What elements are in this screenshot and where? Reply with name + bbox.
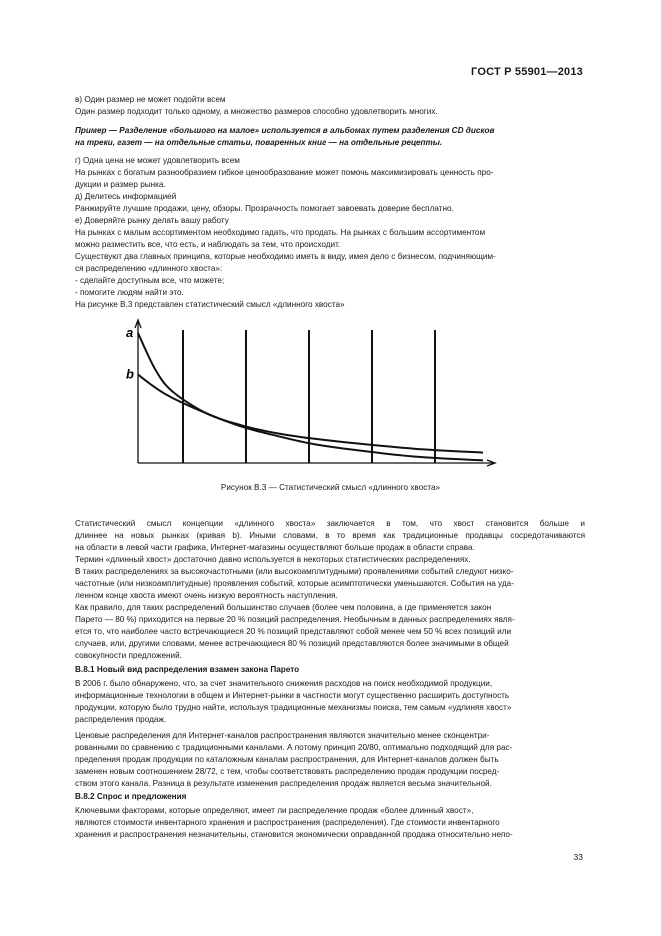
paragraph-line: являются стоимости инвентарного хранения и распространения (распределения). Где стоимости инвентарного	[75, 818, 500, 827]
paragraph-line: случаев, или, другими словами, менее встречающиеся 80 % позиций представляются более значимыми в общей	[75, 639, 509, 648]
paragraph-line: ется то, что наиболее часто встречающиеся 20 % позиций представляют собой менее чем 50 % всех позиций или	[75, 627, 512, 636]
paragraph-line: ленном конце хвоста имеют очень низкую вероятность наступления.	[75, 591, 338, 600]
example-line: Пример — Разделение «большого на малое» используется в альбомах путем разделения CD дисков	[75, 126, 495, 135]
list-item: г) Одна цена не может удовлетворить всем	[75, 156, 240, 165]
paragraph-line: дукции и размер рынка.	[75, 180, 166, 189]
paragraph-line: В 2006 г. было обнаружено, что, за счет значительного снижения расходов на поиск необходимой продукции,	[75, 679, 493, 688]
long-tail-chart	[120, 318, 500, 478]
paragraph-line: Ключевыми факторами, которые определяют, имеет ли распределение продаж «более длинный хвост»,	[75, 806, 474, 815]
document-header: ГОСТ Р 55901—2013	[471, 66, 583, 78]
page-number: 33	[573, 852, 583, 862]
list-item: д) Делитесь информацией	[75, 192, 177, 201]
paragraph-line: частотные (или низкоамплитудные) проявления событий, которые асимптотически уменьшаются. События на уда-	[75, 579, 514, 588]
paragraph-line: можно разместить все, что есть, и наблюдать за тем, что происходит.	[75, 240, 341, 249]
paragraph-line: хранения и распространения незначительны, становится экономически оправданной продажа относительно непо-	[75, 830, 513, 839]
list-item: - помогите людям найти это.	[75, 288, 184, 297]
curve-b	[138, 375, 483, 461]
paragraph-line: На рисунке В.3 представлен статистический смысл «длинного хвоста»	[75, 300, 345, 309]
paragraph-line: ся распределению «длинного хвоста»:	[75, 264, 223, 273]
paragraph-line: На рынках с малым ассортиментом необходимо гадать, что продать. На рынках с большим ассортиментом	[75, 228, 486, 237]
series-label-b: b	[126, 366, 134, 382]
figure-caption: Рисунок В.3 — Статистический смысл «длинного хвоста»	[220, 483, 441, 492]
paragraph-line: на области в левой части графика, Интернет-магазины осуществляют больше продаж в области справа.	[75, 543, 475, 552]
list-item: - сделайте доступным все, что можете;	[75, 276, 225, 285]
paragraph-line: пределения продаж продукции по каталожным каналам распространения, для Интернет-каналов должен быть	[75, 755, 499, 764]
chart-series	[138, 333, 483, 460]
paragraph-line: совокупности предложений.	[75, 651, 182, 660]
paragraph-line: Ранжируйте лучшие продажи, цену, обзоры. Прозрачность помогает завоевать доверие бесплатно.	[75, 204, 454, 213]
paragraph-line: Термин «длинный хвост» достаточно давно используется в некоторых статистических распределениях.	[75, 555, 471, 564]
paragraph-line: Статистический смысл концепции «длинного хвоста» заключается в том, что хвост становится больше и	[75, 519, 585, 528]
section-heading: В.8.2 Спрос и предложения	[75, 792, 187, 801]
paragraph-line: На рынках с богатым разнообразием гибкое ценообразование может помочь максимизировать ценность про-	[75, 168, 494, 177]
curve-a	[138, 333, 483, 453]
list-item: в) Один размер не может подойти всем	[75, 95, 226, 104]
paragraph-line: заменен новым соотношением 28/72, с тем, чтобы соответствовать распределению продаж продукции посред-	[75, 767, 500, 776]
paragraph-line: Как правило, для таких распределений большинство случаев (более чем половина, а где применяется закон	[75, 603, 492, 612]
paragraph-line: распределения продаж.	[75, 715, 167, 724]
series-label-a: a	[126, 325, 134, 340]
paragraph-line: Один размер подходит только одному, а множество размеров способно удовлетворить многих.	[75, 107, 438, 116]
list-item: е) Доверяйте рынку делать вашу работу	[75, 216, 229, 225]
paragraph-line: ством этого канала. Разница в результате изменения распределения продаж является весьма значительной.	[75, 779, 492, 788]
paragraph-line: Ценовые распределения для Интернет-каналов распространения являются значительно менее сконцентри-	[75, 731, 490, 740]
paragraph-line: длиннее на новых рынках (кривая b). Иными словами, в то время как традиционные продавцы сосредотачиваются	[75, 531, 585, 540]
section-heading: В.8.1 Новый вид распределения взамен закона Парето	[75, 665, 300, 674]
paragraph-line: информационные технологии в общем и Интернет-рынки в частности могут существенно расширить доступность	[75, 691, 510, 700]
paragraph-line: продукции, которую было трудно найти, используя традиционные механизмы поиска, тем самым «удлиняя хвост»	[75, 703, 512, 712]
paragraph-line: рованными по сравнению с традиционными каналами. А потому принцип 20/80, оптимально подходящий для рас-	[75, 743, 513, 752]
paragraph-line: Существуют два главных принципа, которые необходимо иметь в виду, имея дело с бизнесом, подчиняющим-	[75, 252, 496, 261]
paragraph-line: В таких распределениях за высокочастотными (или высокоамплитудными) проявлениями событий следуют низко-	[75, 567, 514, 576]
paragraph-line: Парето — 80 %) приходится на первые 20 % позиций распределения. Необычным в данных распределениях явля-	[75, 615, 515, 624]
example-line: на треки, газет — на отдельные статьи, поваренных книг — на отдельные рецепты.	[75, 138, 443, 147]
